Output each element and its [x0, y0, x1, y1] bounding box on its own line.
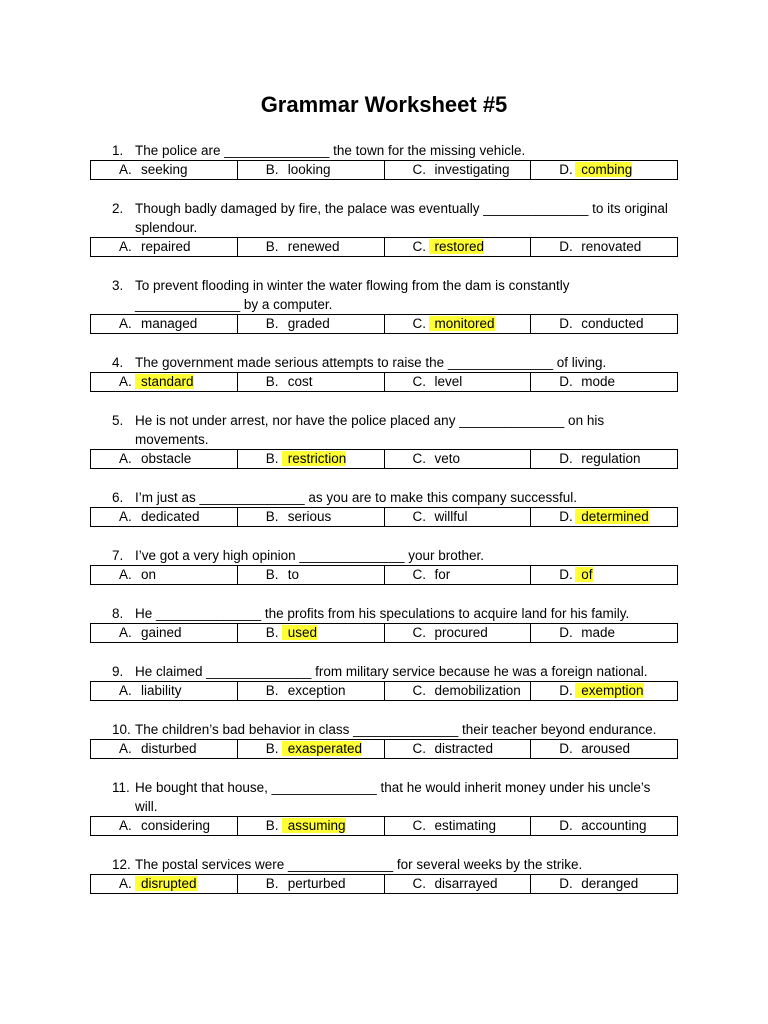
question-3 — [90, 276, 678, 334]
highlighted-answer: standard — [135, 374, 194, 389]
question-number: 1. — [112, 143, 124, 158]
question-stem — [90, 604, 678, 623]
option-text: seeking — [141, 162, 188, 177]
question-11 — [90, 778, 678, 836]
option-text: renewed — [287, 239, 340, 254]
option-b — [237, 373, 384, 392]
option-d — [531, 373, 678, 392]
option-letter: C. — [412, 162, 426, 177]
question-stem — [90, 353, 678, 372]
question-number: 11. — [112, 780, 130, 795]
option-d — [531, 817, 678, 836]
option-letter: C. — [412, 451, 426, 466]
option-a — [91, 875, 238, 894]
option-letter: B. — [265, 451, 279, 466]
option-letter: B. — [265, 741, 279, 756]
option-letter: D. — [559, 876, 573, 891]
question-6 — [90, 488, 678, 527]
option-letter: B. — [265, 239, 279, 254]
option-letter: D. — [559, 509, 573, 524]
question-text-line: He is not under arrest, nor have the police placed any ______________ on his — [135, 413, 605, 428]
answer-options — [90, 623, 678, 643]
option-text: mode — [581, 374, 616, 389]
option-text: demobilization — [434, 683, 521, 698]
option-b — [237, 817, 384, 836]
question-stem — [90, 141, 678, 160]
question-stem — [90, 662, 678, 681]
question-text-line: I’m just as ______________ as you are to make this company successful. — [135, 490, 577, 505]
question-text-line: He ______________ the profits from his speculations to acquire land for his family. — [135, 606, 630, 621]
question-stem — [90, 411, 678, 449]
answer-options — [90, 565, 678, 585]
question-text-line: He claimed ______________ from military service because he was a foreign national. — [135, 664, 648, 679]
option-text: renovated — [581, 239, 642, 254]
option-a — [91, 740, 238, 759]
option-letter: D. — [559, 741, 573, 756]
option-letter: C. — [412, 239, 426, 254]
highlighted-answer: restored — [429, 239, 485, 254]
question-text-line: The police are ______________ the town for the missing vehicle. — [135, 143, 526, 158]
answer-options — [90, 449, 678, 469]
answer-options — [90, 237, 678, 257]
question-text-line: will. — [135, 799, 158, 814]
option-letter: B. — [265, 818, 279, 833]
answer-options — [90, 739, 678, 759]
option-b — [237, 238, 384, 257]
option-d — [531, 740, 678, 759]
option-c — [384, 238, 531, 257]
option-text: obstacle — [141, 451, 192, 466]
option-letter: A. — [119, 316, 132, 331]
highlighted-answer: of — [575, 567, 592, 582]
option-letter: A. — [119, 162, 132, 177]
option-letter: B. — [265, 625, 279, 640]
option-letter: C. — [412, 374, 426, 389]
highlighted-answer: determined — [575, 509, 649, 524]
option-letter: C. — [412, 625, 426, 640]
option-letter: C. — [412, 876, 426, 891]
option-text: exception — [287, 683, 346, 698]
question-stem — [90, 276, 678, 314]
option-b — [237, 161, 384, 180]
question-12 — [90, 855, 678, 894]
option-b — [237, 315, 384, 334]
option-letter: A. — [119, 683, 132, 698]
question-number: 4. — [112, 355, 124, 370]
answer-options — [90, 874, 678, 894]
option-c — [384, 450, 531, 469]
option-letter: B. — [265, 162, 279, 177]
option-letter: A. — [119, 509, 132, 524]
option-letter: B. — [265, 316, 279, 331]
option-b — [237, 682, 384, 701]
option-letter: B. — [265, 683, 279, 698]
question-text-line: movements. — [135, 432, 209, 447]
option-a — [91, 450, 238, 469]
question-stem — [90, 855, 678, 874]
question-number: 7. — [112, 548, 124, 563]
option-letter: D. — [559, 374, 573, 389]
option-letter: B. — [265, 509, 279, 524]
option-a — [91, 161, 238, 180]
question-number: 5. — [112, 413, 124, 428]
option-text: procured — [434, 625, 488, 640]
option-text: aroused — [581, 741, 631, 756]
question-text-line: splendour. — [135, 220, 198, 235]
option-a — [91, 566, 238, 585]
option-d — [531, 508, 678, 527]
highlighted-answer: disrupted — [135, 876, 197, 891]
option-letter: C. — [412, 316, 426, 331]
option-letter: D. — [559, 625, 573, 640]
option-text: disturbed — [141, 741, 197, 756]
answer-options — [90, 681, 678, 701]
option-a — [91, 238, 238, 257]
question-text-line: To prevent flooding in winter the water flowing from the dam is constantly — [135, 278, 570, 293]
highlighted-answer: exasperated — [282, 741, 362, 756]
option-letter: B. — [265, 876, 279, 891]
highlighted-answer: monitored — [429, 316, 495, 331]
question-text-line: The children’s bad behavior in class ______________ their teacher beyond endurance. — [135, 722, 657, 737]
question-number: 6. — [112, 490, 124, 505]
question-text-line: Though badly damaged by fire, the palace was eventually ______________ to its original — [135, 201, 668, 216]
option-c — [384, 373, 531, 392]
option-text: investigating — [434, 162, 510, 177]
option-a — [91, 315, 238, 334]
question-7 — [90, 546, 678, 585]
option-letter: A. — [119, 625, 132, 640]
option-b — [237, 450, 384, 469]
option-text: disarrayed — [434, 876, 498, 891]
option-text: managed — [141, 316, 198, 331]
highlighted-answer: restriction — [282, 451, 347, 466]
question-number: 12. — [112, 857, 131, 872]
option-text: looking — [287, 162, 331, 177]
option-text: gained — [141, 625, 182, 640]
option-text: graded — [287, 316, 330, 331]
option-letter: C. — [412, 741, 426, 756]
option-text: perturbed — [287, 876, 346, 891]
option-text: made — [581, 625, 616, 640]
option-c — [384, 740, 531, 759]
option-text: accounting — [581, 818, 647, 833]
option-letter: A. — [119, 876, 132, 891]
option-text: cost — [287, 374, 313, 389]
option-c — [384, 624, 531, 643]
option-text: level — [434, 374, 463, 389]
option-b — [237, 740, 384, 759]
option-d — [531, 566, 678, 585]
option-a — [91, 817, 238, 836]
option-d — [531, 238, 678, 257]
question-9 — [90, 662, 678, 701]
option-letter: C. — [412, 683, 426, 698]
option-d — [531, 624, 678, 643]
highlighted-answer: assuming — [282, 818, 346, 833]
option-letter: D. — [559, 451, 573, 466]
option-c — [384, 875, 531, 894]
option-text: estimating — [434, 818, 497, 833]
option-letter: A. — [119, 374, 132, 389]
option-text: serious — [287, 509, 332, 524]
question-stem — [90, 199, 678, 237]
option-letter: A. — [119, 818, 132, 833]
option-letter: D. — [559, 683, 573, 698]
option-a — [91, 508, 238, 527]
option-letter: D. — [559, 818, 573, 833]
option-text: dedicated — [141, 509, 200, 524]
option-b — [237, 624, 384, 643]
option-c — [384, 161, 531, 180]
option-c — [384, 817, 531, 836]
option-text: regulation — [581, 451, 641, 466]
question-stem — [90, 488, 678, 507]
option-letter: C. — [412, 818, 426, 833]
question-stem — [90, 778, 678, 816]
option-c — [384, 682, 531, 701]
option-d — [531, 682, 678, 701]
option-a — [91, 682, 238, 701]
question-number: 2. — [112, 201, 124, 216]
option-b — [237, 566, 384, 585]
option-text: on — [141, 567, 157, 582]
option-d — [531, 315, 678, 334]
option-text: conducted — [581, 316, 644, 331]
option-d — [531, 161, 678, 180]
option-text: liability — [141, 683, 182, 698]
option-a — [91, 624, 238, 643]
option-text: veto — [434, 451, 461, 466]
option-letter: D. — [559, 162, 573, 177]
highlighted-answer: exemption — [575, 683, 643, 698]
question-stem — [90, 546, 678, 565]
option-text: willful — [434, 509, 468, 524]
question-stem — [90, 720, 678, 739]
option-letter: D. — [559, 239, 573, 254]
question-number: 10. — [112, 722, 131, 737]
option-text: considering — [141, 818, 211, 833]
answer-options — [90, 372, 678, 392]
question-number: 3. — [112, 278, 124, 293]
question-text-line: I’ve got a very high opinion ______________ your brother. — [135, 548, 485, 563]
option-letter: D. — [559, 316, 573, 331]
page-title: Grammar Worksheet #5 — [260, 92, 508, 117]
question-text-line: The postal services were ______________ for several weeks by the strike. — [135, 857, 583, 872]
option-d — [531, 450, 678, 469]
answer-options — [90, 160, 678, 180]
option-letter: A. — [119, 451, 132, 466]
option-text: for — [434, 567, 451, 582]
option-c — [384, 566, 531, 585]
option-letter: A. — [119, 239, 132, 254]
question-4 — [90, 353, 678, 392]
answer-options — [90, 314, 678, 334]
question-2 — [90, 199, 678, 257]
option-text: deranged — [581, 876, 639, 891]
option-b — [237, 508, 384, 527]
option-text: distracted — [434, 741, 494, 756]
question-number: 9. — [112, 664, 124, 679]
question-number: 8. — [112, 606, 124, 621]
option-d — [531, 875, 678, 894]
option-letter: C. — [412, 509, 426, 524]
question-text-line: ______________ by a computer. — [135, 297, 333, 312]
option-letter: B. — [265, 567, 279, 582]
option-letter: C. — [412, 567, 426, 582]
question-8 — [90, 604, 678, 643]
option-a — [91, 373, 238, 392]
question-10 — [90, 720, 678, 759]
question-text-line: He bought that house, ______________ that he would inherit money under his uncle’s — [135, 780, 651, 795]
answer-options — [90, 507, 678, 527]
question-5 — [90, 411, 678, 469]
option-letter: B. — [265, 374, 279, 389]
option-text: repaired — [141, 239, 191, 254]
option-b — [237, 875, 384, 894]
question-text-line: The government made serious attempts to raise the ______________ of living. — [135, 355, 607, 370]
highlighted-answer: combing — [575, 162, 632, 177]
option-letter: A. — [119, 567, 132, 582]
answer-options — [90, 816, 678, 836]
option-text: to — [287, 567, 300, 582]
option-letter: D. — [559, 567, 573, 582]
option-c — [384, 315, 531, 334]
highlighted-answer: used — [282, 625, 317, 640]
question-1 — [90, 141, 678, 180]
option-letter: A. — [119, 741, 132, 756]
option-c — [384, 508, 531, 527]
